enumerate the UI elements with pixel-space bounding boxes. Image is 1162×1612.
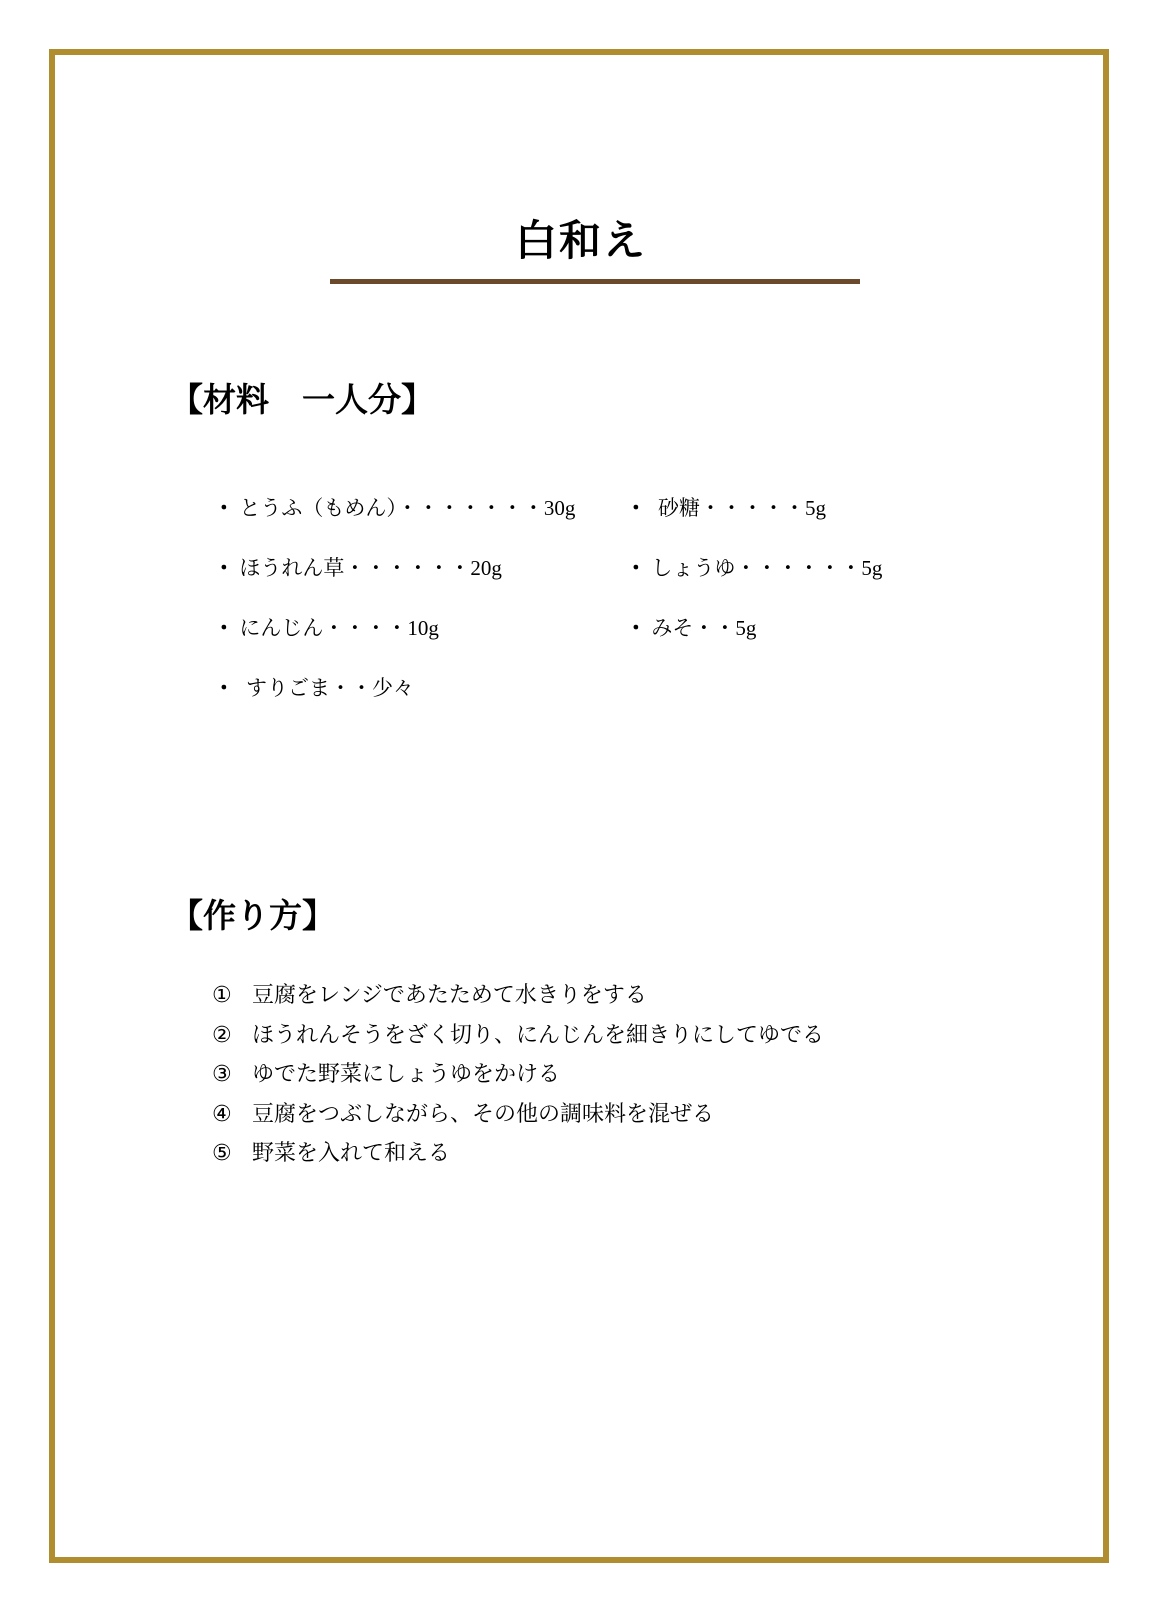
step-number: ⑤	[212, 1141, 232, 1166]
ingredients-heading: 【材料 一人分】	[170, 380, 434, 419]
step-text: 豆腐をレンジであたためて水きりをする	[252, 983, 647, 1008]
ingredient-quantity: 30g	[543, 496, 576, 520]
recipe-title: 白和え	[514, 216, 647, 265]
step-number: ②	[212, 1022, 232, 1048]
bullet-icon: ・	[213, 496, 235, 520]
method-step	[212, 1095, 824, 1135]
ingredient-name: ほうれん草・・・・・・	[239, 556, 471, 580]
ingredient-name: みそ・・	[651, 616, 736, 640]
ingredient-item	[200, 586, 439, 642]
method-step	[212, 1016, 824, 1056]
bullet-icon: ・	[213, 556, 235, 580]
bullet-icon: ・	[625, 556, 647, 580]
bullet-icon: ・	[625, 616, 647, 640]
ingredient-quantity: 5g	[861, 556, 883, 580]
step-number: ③	[212, 1062, 232, 1087]
ingredient-quantity: 20g	[470, 556, 502, 580]
bullet-icon: ・	[625, 496, 647, 520]
ingredient-item	[200, 466, 575, 522]
step-text: 豆腐をつぶしながら、その他の調味料を混ぜる	[252, 1101, 715, 1127]
bullet-icon: ・	[213, 616, 235, 640]
step-text: ほうれんそうをざく切り、にんじんを細きりにしてゆでる	[252, 1022, 825, 1048]
ingredient-item	[200, 526, 502, 582]
method-step	[212, 1134, 824, 1174]
step-text: ゆでた野菜にしょうゆをかける	[252, 1062, 561, 1087]
method-heading: 【作り方】	[170, 896, 335, 935]
step-number: ①	[212, 983, 232, 1008]
method-steps-list	[212, 976, 824, 1174]
ingredient-quantity: 10g	[407, 616, 439, 640]
ingredient-name: にんじん・・・・	[239, 616, 408, 640]
step-number: ④	[212, 1101, 232, 1127]
ingredient-name: 砂糖・・・・・	[651, 496, 806, 520]
ingredient-quantity: 5g	[735, 616, 757, 640]
ingredient-name: とうふ（もめん）・・・・・・・	[239, 496, 544, 520]
ingredient-item	[612, 586, 756, 642]
page-border-frame	[49, 49, 1109, 1563]
step-text: 野菜を入れて和える	[252, 1141, 451, 1166]
ingredient-item	[612, 526, 882, 582]
bullet-icon: ・	[213, 676, 235, 700]
ingredient-item	[200, 646, 414, 702]
ingredient-quantity: 5g	[805, 496, 827, 520]
ingredient-name: すりごま・・少々	[239, 676, 415, 700]
method-step	[212, 976, 824, 1016]
title-underline	[330, 279, 860, 284]
ingredient-name: しょうゆ・・・・・・	[651, 556, 862, 580]
method-step	[212, 1055, 824, 1095]
ingredient-item	[612, 466, 826, 522]
